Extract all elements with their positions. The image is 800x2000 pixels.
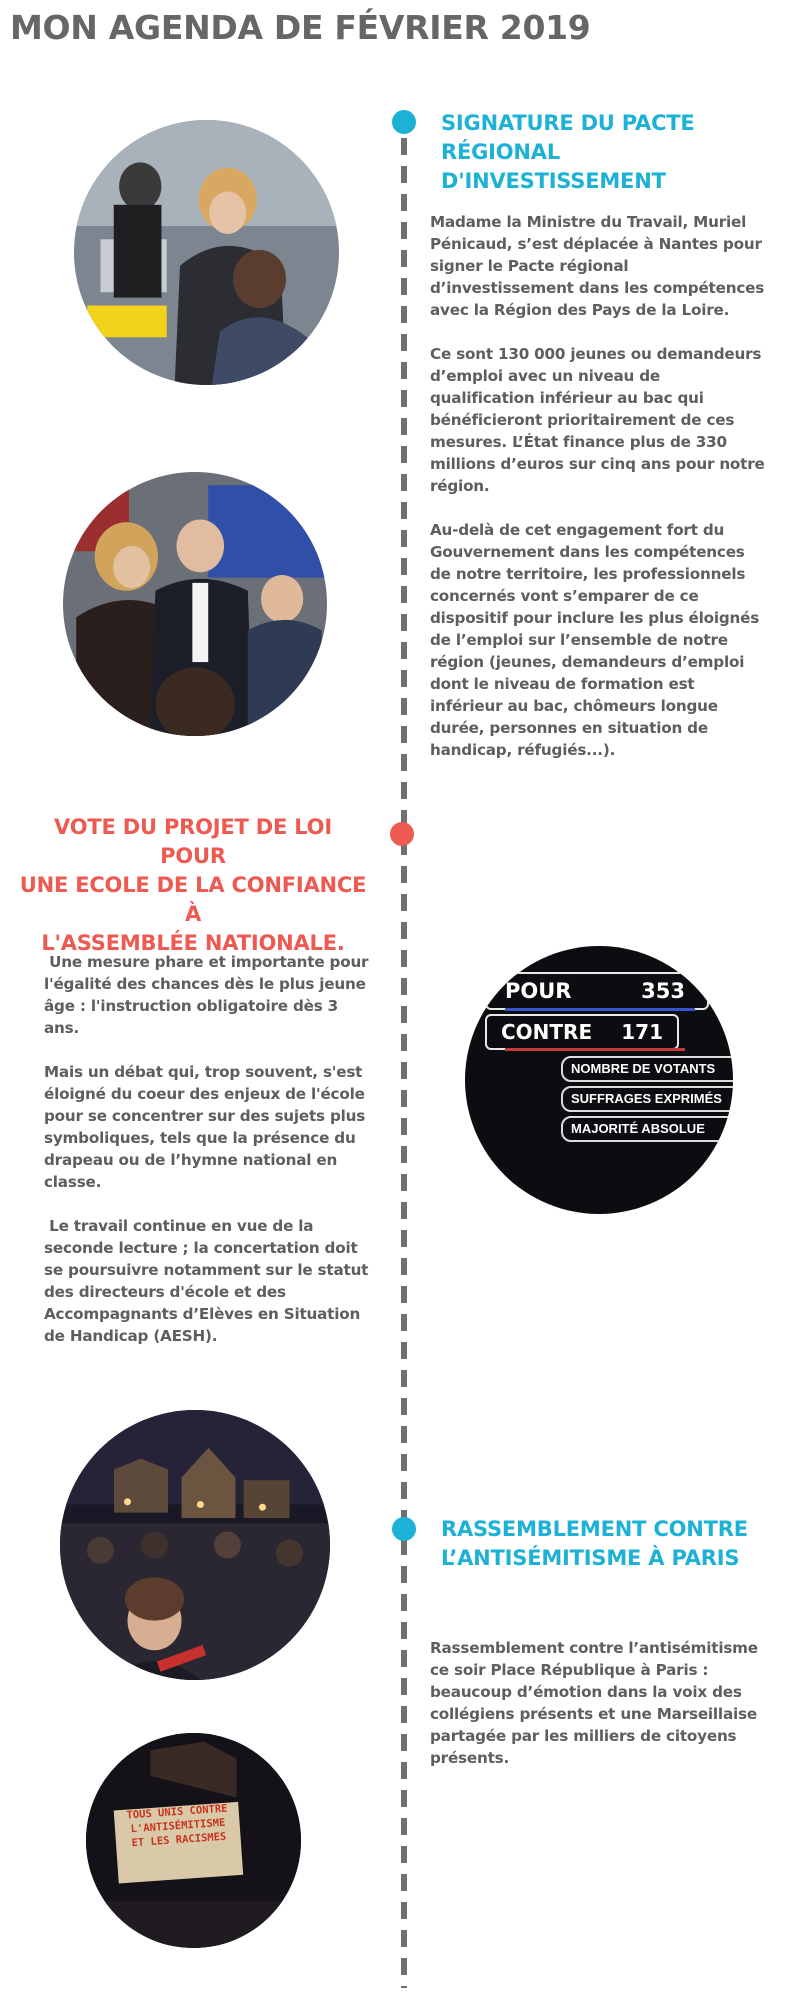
vote-pour-label: POUR xyxy=(505,979,572,1003)
event-title xyxy=(441,1515,771,1573)
event-photo-banner xyxy=(86,1733,301,1948)
vote-pour-row xyxy=(485,972,709,1010)
event-title-line: RASSEMBLEMENT CONTRE xyxy=(441,1517,748,1541)
event-photo-crowd xyxy=(60,1410,330,1680)
paragraph: Madame la Ministre du Travail, Muriel Pénicaud, s’est déplacée à Nantes pour signer le Pacte régional d’investissement dans les compétences avec la Région des Pays de la Loire. xyxy=(430,213,765,319)
event-title-line: SIGNATURE DU PACTE xyxy=(441,111,695,135)
vote-contre-row xyxy=(485,1014,679,1050)
event-description xyxy=(430,1637,765,1791)
event-photo-meeting xyxy=(63,472,327,736)
event-title xyxy=(18,813,368,958)
event-title xyxy=(441,109,771,196)
timeline-dot xyxy=(392,110,416,134)
paragraph: Au-delà de cet engagement fort du Gouvernement dans les compétences de notre territoire, les professionnels concernés vont s’emparer de ce dispositif pour inclure les plus éloignés de l’emploi sur l’ensemble de notre région (jeunes, demandeurs d’emploi dont le niveau de formation est inférieur au bac, chômeurs longue durée, personnes en situation de handicap, réfugiés...). xyxy=(430,521,760,759)
vote-contre-value: 171 xyxy=(621,1020,663,1044)
paragraph: Mais un débat qui, trop souvent, s'est éloigné du coeur des enjeux de l'école pour se concentrer sur des sujets plus symboliques, tels que la présence du drapeau ou de l’hymne national en classe. xyxy=(44,1063,366,1191)
paragraph: Le travail continue en vue de la seconde lecture ; la concertation doit se poursuivre notamment sur le statut des directeurs d'école et des Accompagnants d’Elèves en Situation de Handicap (AESH). xyxy=(44,1217,374,1345)
vote-pour-bar xyxy=(505,1008,695,1011)
protest-banner xyxy=(117,1801,240,1851)
timeline-dot xyxy=(390,822,414,846)
event-description xyxy=(44,951,374,1369)
paragraph: Une mesure phare et importante pour l'égalité des chances dès le plus jeune âge : l'instruction obligatoire dès 3 ans. xyxy=(44,953,374,1037)
event-photo-workshop xyxy=(74,120,339,385)
banner-line: L'ANTISÉMITISME xyxy=(130,1816,226,1836)
page-title: MON AGENDA DE FÉVRIER 2019 xyxy=(10,8,591,47)
event-description xyxy=(430,211,765,783)
event-title-line: RÉGIONAL D'INVESTISSEMENT xyxy=(441,140,666,193)
paragraph: Ce sont 130 000 jeunes ou demandeurs d’emploi avec un niveau de qualification inférieur au bac qui bénéficieront prioritairement de ces mesures. L’État finance plus de 330 millions d’euros sur cinq ans pour notre région. xyxy=(430,345,765,495)
event-photo-vote-screen xyxy=(465,946,733,1214)
timeline-line xyxy=(401,138,407,1988)
vote-contre-label: CONTRE xyxy=(501,1020,593,1044)
banner-line: TOUS UNIS CONTRE xyxy=(126,1802,228,1822)
vote-pour-value: 353 xyxy=(641,979,685,1003)
vote-contre-bar xyxy=(505,1048,685,1051)
timeline-dot xyxy=(392,1517,416,1541)
event-title-line: UNE ECOLE DE LA CONFIANCE À xyxy=(19,873,367,926)
vote-info-row: MAJORITÉ ABSOLUE xyxy=(561,1116,733,1142)
paragraph: Rassemblement contre l’antisémitisme ce soir Place République à Paris : beaucoup d’émotion dans la voix des collégiens présents et une Marseillaise partagée par les milliers de citoyens présents. xyxy=(430,1639,758,1767)
vote-info-row: SUFFRAGES EXPRIMÉS xyxy=(561,1086,733,1112)
banner-line: ET LES RACISMES xyxy=(131,1830,227,1850)
event-title-line: VOTE DU PROJET DE LOI POUR xyxy=(54,815,332,868)
vote-info-row: NOMBRE DE VOTANTS xyxy=(561,1056,733,1082)
event-title-line: L’ANTISÉMITISME À PARIS xyxy=(441,1546,740,1570)
event-title-line: L'ASSEMBLÉE NATIONALE. xyxy=(41,931,345,955)
